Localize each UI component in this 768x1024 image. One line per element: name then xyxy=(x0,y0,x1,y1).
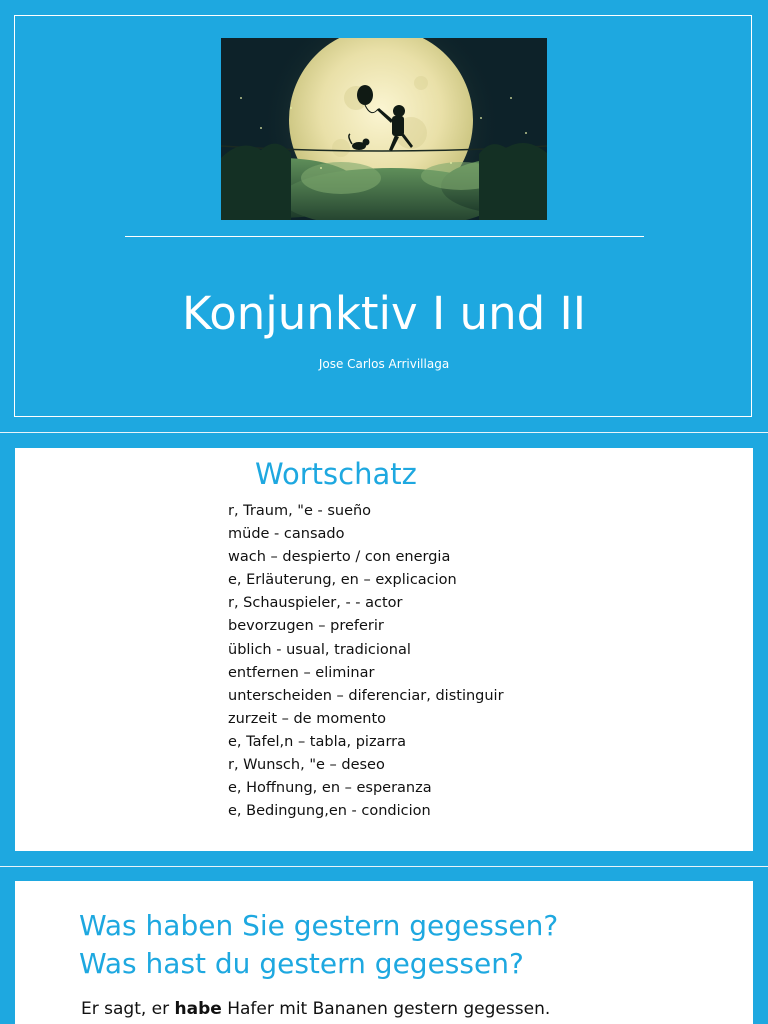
sentence-start: Er sagt, er xyxy=(81,999,175,1019)
slide-subtitle: Jose Carlos Arrivillaga xyxy=(318,357,450,371)
list-item: bevorzugen – preferir xyxy=(228,618,384,635)
sentence-end: Hafer mit Bananen gestern gegessen. xyxy=(221,999,551,1019)
list-item: e, Bedingung,en - condicion xyxy=(228,803,431,820)
vocabulary-heading: Wortschatz xyxy=(255,457,417,491)
list-item: e, Hoffnung, en – esperanza xyxy=(228,780,432,797)
list-item: üblich - usual, tradicional xyxy=(228,641,411,658)
list-item: r, Traum, "e - sueño xyxy=(228,503,372,519)
question-slide xyxy=(15,881,753,1024)
vocabulary-slide xyxy=(15,448,753,851)
example-sentence xyxy=(81,998,550,1020)
question-informal: Was hast du gestern gegessen? xyxy=(79,947,524,980)
list-item: r, Wunsch, "e – deseo xyxy=(228,757,385,774)
list-item: e, Erläuterung, en – explicacion xyxy=(228,572,457,589)
moon-illustration-image xyxy=(221,38,547,220)
vocabulary-list xyxy=(228,500,504,823)
list-item: zurzeit – de momento xyxy=(228,710,386,727)
title-divider xyxy=(125,236,644,237)
list-item: müde - cansado xyxy=(228,526,345,543)
list-item: r, Schauspieler, - - actor xyxy=(228,595,403,612)
list-item: unterscheiden – diferenciar, distinguir xyxy=(228,687,504,704)
list-item: wach – despierto / con energia xyxy=(228,549,451,566)
question-formal: Was haben Sie gestern gegessen? xyxy=(79,909,559,942)
slide-title: Konjunktiv I und II xyxy=(181,287,587,340)
slide-separator xyxy=(0,432,768,433)
sentence-verb-bold: habe xyxy=(174,999,222,1019)
list-item: e, Tafel,n – tabla, pizarra xyxy=(228,733,406,750)
slide-separator xyxy=(0,866,768,867)
list-item: entfernen – eliminar xyxy=(228,664,375,681)
title-slide xyxy=(0,0,768,432)
